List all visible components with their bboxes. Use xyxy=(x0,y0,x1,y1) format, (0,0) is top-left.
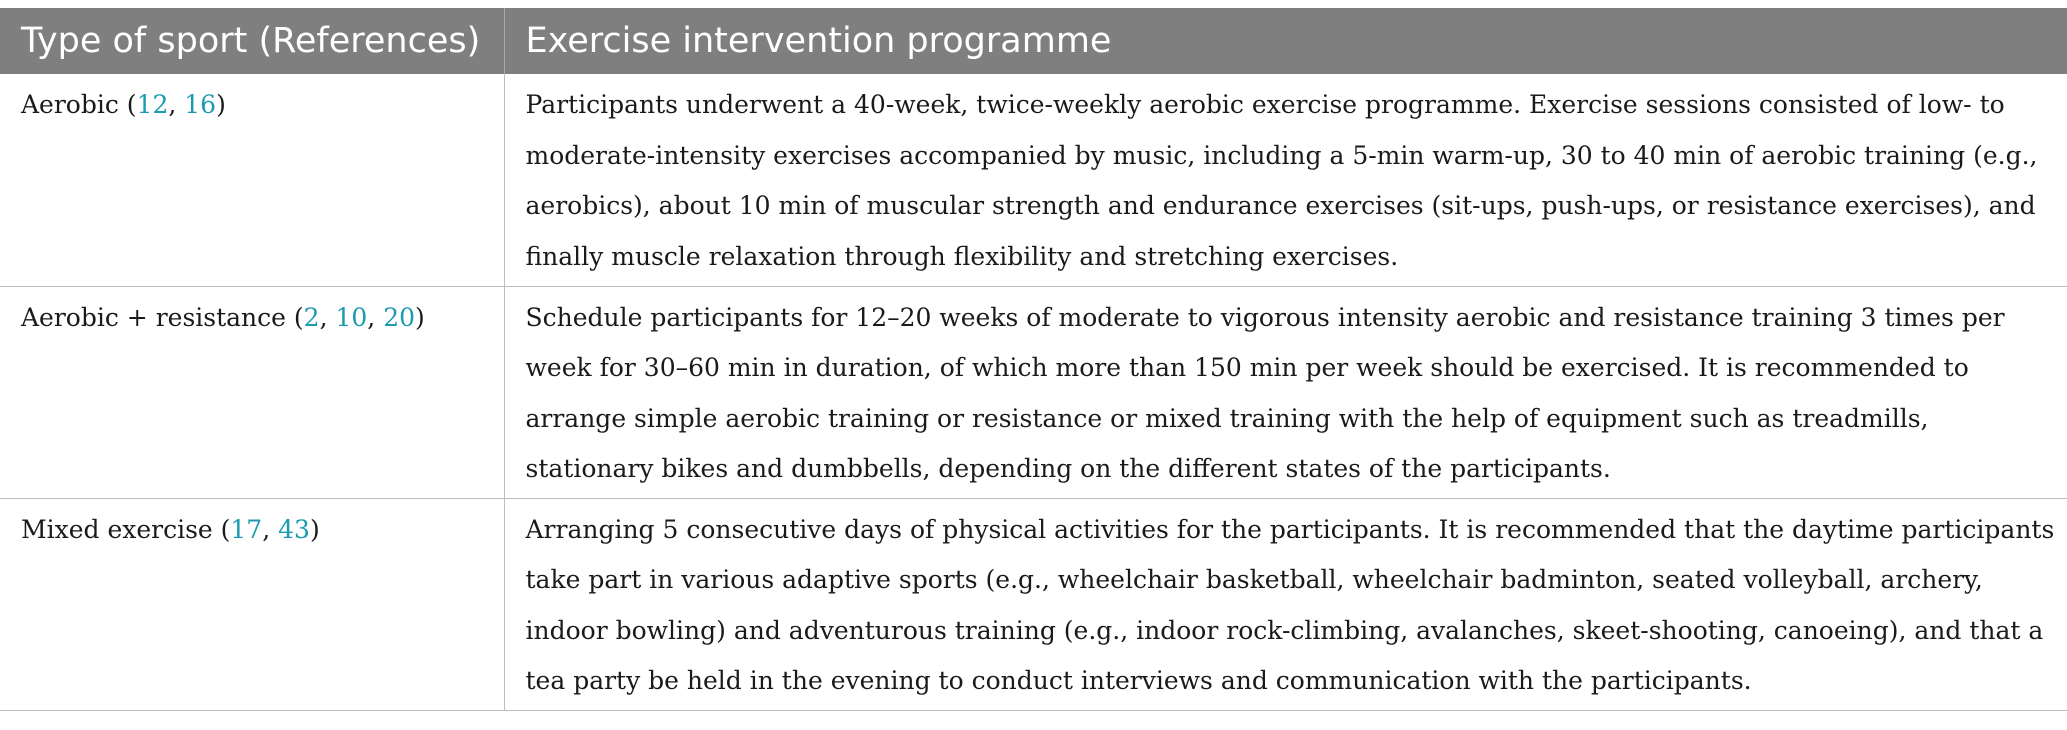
programme-cell: Schedule participants for 12–20 weeks of moderate to vigorous intensity aerobic and resistance training 3 times per week for 30–60 min in duration, of which more than 150 min per week should be exercised. It is recommended to arrange simple aerobic training or resistance or mixed training with the help of equipment such as treadmills, stationary bikes and dumbbells, depending on the different states of the participants. xyxy=(504,286,2067,498)
sport-cell: Aerobic (12, 16) xyxy=(0,74,504,286)
table-row xyxy=(0,74,2067,286)
table-row xyxy=(0,286,2067,498)
table-body xyxy=(0,74,2067,710)
exercise-table-container xyxy=(0,8,2067,711)
reference-link[interactable]: 17 xyxy=(230,514,263,544)
reference-link[interactable]: 2 xyxy=(303,302,320,332)
reference-link[interactable]: 16 xyxy=(184,90,217,119)
header-type-of-sport: Type of sport (References) xyxy=(0,8,504,74)
sport-name: Aerobic + resistance xyxy=(21,302,286,332)
exercise-intervention-table xyxy=(0,8,2067,711)
sport-cell: Mixed exercise (17, 43) xyxy=(0,498,504,710)
table-header xyxy=(0,8,2067,74)
reference-link[interactable]: 10 xyxy=(335,302,368,332)
reference-link[interactable]: 12 xyxy=(136,90,169,119)
sport-name: Aerobic xyxy=(21,90,119,119)
reference-link[interactable]: 43 xyxy=(278,514,310,544)
header-row xyxy=(0,8,2067,74)
reference-link[interactable]: 20 xyxy=(383,302,415,332)
programme-cell: Participants underwent a 40-week, twice-weekly aerobic exercise programme. Exercise sessions consisted of low- to moderate-intensity exercises accompanied by music, including a 5-min warm-up, 30 to 40 min of aerobic training (e.g., aerobics), about 10 min of muscular strength and endurance exercises (sit-ups, push-ups, or resistance exercises), and finally muscle relaxation through flexibility and stretching exercises. xyxy=(504,74,2067,286)
table-row xyxy=(0,498,2067,710)
programme-cell: Arranging 5 consecutive days of physical activities for the participants. It is recommended that the daytime participants take part in various adaptive sports (e.g., wheelchair basketball, wheelchair badminton, seated volleyball, archery, indoor bowling) and adventurous training (e.g., indoor rock-climbing, avalanches, skeet-shooting, canoeing), and that a tea party be held in the evening to conduct interviews and communication with the participants. xyxy=(504,498,2067,710)
sport-cell: Aerobic + resistance (2, 10, 20) xyxy=(0,286,504,498)
sport-name: Mixed exercise xyxy=(21,514,213,544)
header-exercise-programme: Exercise intervention programme xyxy=(504,8,2067,74)
